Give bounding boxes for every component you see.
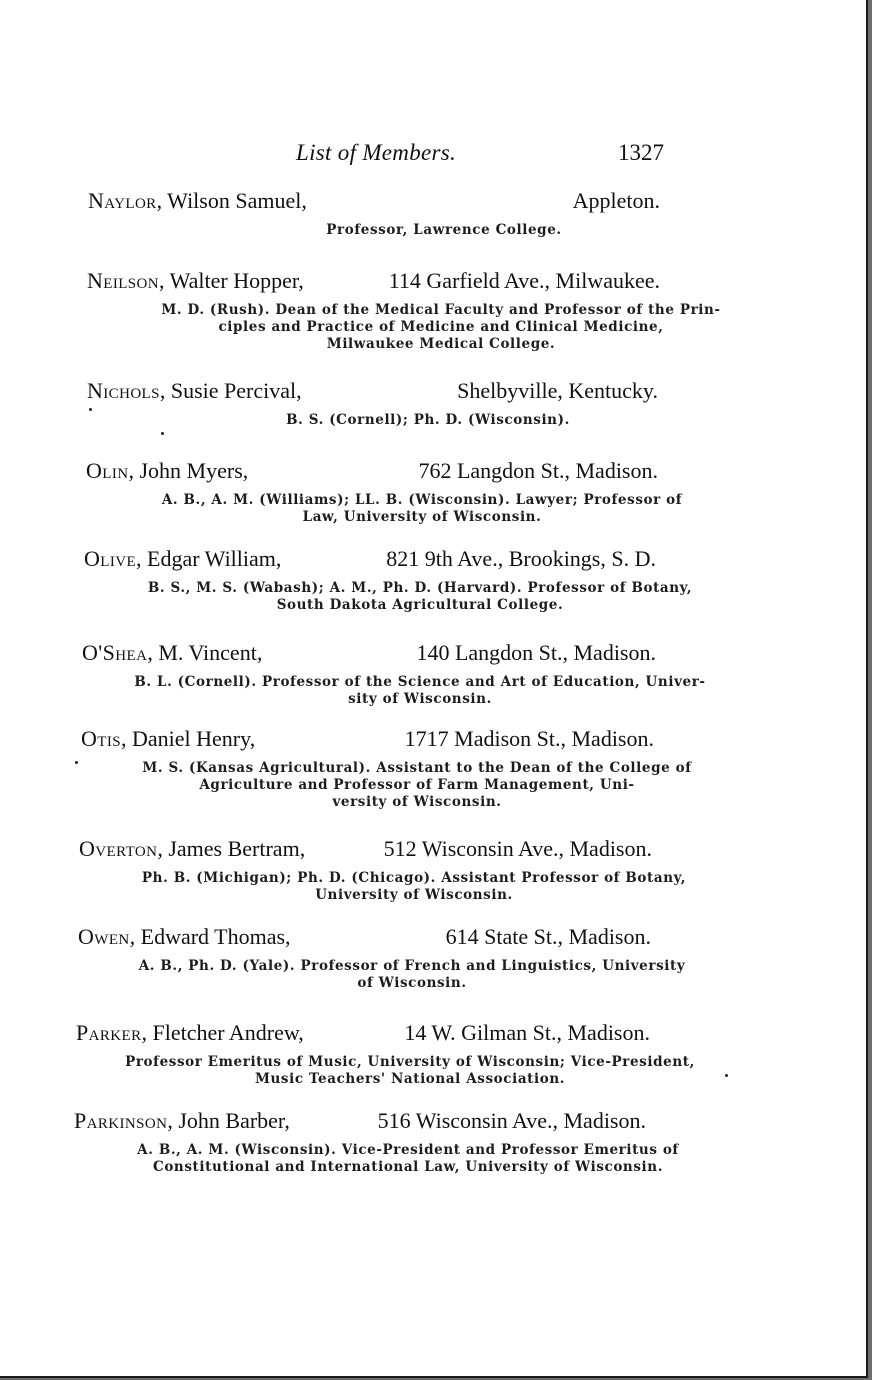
member-line [0,378,866,408]
member-surname: Olin [86,458,129,483]
member-description [0,412,861,429]
description-line: University of Wisconsin. [315,887,513,903]
member-name [88,188,307,214]
member-entry [0,924,866,992]
member-address: 614 State St., Madison. [445,924,651,949]
member-line [0,1020,866,1050]
member-address: 762 Langdon St., Madison. [418,458,658,483]
description-line: Professor Emeritus of Music, University of Wisconsin; Vice-President, [125,1054,695,1070]
member-entry [0,378,866,429]
member-given-names: , Daniel Henry, [121,726,256,751]
description-line: sity of Wisconsin. [348,691,492,707]
member-surname: O'Shea [82,640,148,665]
member-entry [0,1020,866,1088]
member-surname: Owen [78,924,130,949]
member-entry [0,640,866,708]
member-entry [0,836,866,904]
member-line [0,1108,866,1138]
member-address: 140 Langdon St., Madison. [416,640,656,665]
running-head: List of Members. [296,140,457,165]
description-line: B. S., M. S. (Wabash); A. M., Ph. D. (Harvard). Professor of Botany, [147,580,693,596]
member-entry [0,188,866,239]
member-name [78,924,291,950]
member-address: Appleton. [572,188,660,213]
member-address: 14 W. Gilman St., Madison. [404,1020,650,1045]
member-description [11,222,872,239]
member-line [0,924,866,954]
description-line: Ph. B. (Michigan); Ph. D. (Chicago). Assistant Professor of Botany, [141,870,687,886]
member-address: 1717 Madison St., Madison. [404,726,654,751]
member-line [0,726,866,756]
description-line: B. S. (Cornell); Ph. D. (Wisconsin). [286,412,570,428]
member-address: Shelbyville, Kentucky. [457,378,658,403]
member-surname: Parker [76,1020,142,1045]
member-given-names: , Susie Percival, [159,378,302,403]
member-given-names: , Edward Thomas, [129,924,291,949]
member-description [0,760,850,811]
member-description [0,492,855,526]
member-line [0,640,866,670]
member-line [0,268,866,298]
member-description [0,958,845,992]
member-address: 821 9th Ave., Brookings, S. D. [386,546,656,571]
member-surname: Naylor [88,188,157,213]
member-given-names: , Fletcher Andrew, [141,1020,304,1045]
member-line [0,546,866,576]
member-given-names: , John Myers, [128,458,249,483]
member-surname: Overton [79,836,158,861]
member-surname: Nichols [87,378,160,403]
member-name [87,378,302,404]
member-entry [0,458,866,526]
description-line: versity of Wisconsin. [332,794,502,810]
member-description [8,302,872,353]
description-line: Professor, Lawrence College. [326,222,562,238]
description-line: Agriculture and Professor of Farm Management, Uni- [199,777,635,793]
description-line: Milwaukee Medical College. [326,336,556,352]
member-entry [0,726,866,811]
member-description [0,674,853,708]
member-name [81,726,255,752]
member-surname: Olive [84,546,137,571]
member-address: 512 Wisconsin Ave., Madison. [383,836,652,861]
page-number: 1327 [618,140,664,165]
member-given-names: , James Bertram, [157,836,306,861]
description-line: Law, University of Wisconsin. [302,509,542,525]
member-entry [0,1108,866,1176]
member-surname: Neilson [87,268,160,293]
member-name [82,640,262,666]
member-name [76,1020,304,1046]
scan-speck [161,432,164,435]
member-name [86,458,248,484]
member-line [0,458,866,488]
member-address: 516 Wisconsin Ave., Madison. [377,1108,646,1133]
member-surname: Otis [81,726,121,751]
description-line: M. D. (Rush). Dean of the Medical Faculty and Professor of the Prin- [161,302,721,318]
member-line [0,188,866,218]
scan-speck [725,1074,728,1077]
member-name [87,268,304,294]
member-description [0,580,853,614]
description-line: M. S. (Kansas Agricultural). Assistant to the Dean of the College of [142,760,692,776]
member-entry [0,546,866,614]
member-given-names: , Edgar William, [136,546,282,571]
member-line [0,836,866,866]
member-given-names: , John Barber, [167,1108,290,1133]
member-given-names: , M. Vincent, [147,640,263,665]
member-entry [0,268,866,353]
description-line: Music Teachers' National Association. [254,1071,566,1087]
scan-speck [89,408,92,411]
description-line: A. B., Ph. D. (Yale). Professor of French and Linguistics, University [138,958,686,974]
description-line: of Wisconsin. [357,975,467,991]
description-line: B. L. (Cornell). Professor of the Science and Art of Education, Univer- [134,674,706,690]
page-header [0,140,866,170]
member-description [0,1054,843,1088]
description-line: ciples and Practice of Medicine and Clinical Medicine, [218,319,664,335]
description-line: Constitutional and International Law, University of Wisconsin. [152,1159,663,1175]
member-surname: Parkinson [74,1108,168,1133]
member-description [0,870,847,904]
scan-speck [75,761,78,764]
description-line: A. B., A. M. (Williams); LL. B. (Wisconsin). Lawyer; Professor of [161,492,683,508]
member-given-names: , Wilson Samuel, [156,188,307,213]
member-given-names: , Walter Hopper, [159,268,304,293]
description-line: South Dakota Agricultural College. [276,597,564,613]
member-name [74,1108,290,1134]
member-description [0,1142,841,1176]
description-line: A. B., A. M. (Wisconsin). Vice-President and Professor Emeritus of [137,1142,679,1158]
member-name [84,546,281,572]
member-address: 114 Garfield Ave., Milwaukee. [388,268,660,293]
member-name [79,836,305,862]
